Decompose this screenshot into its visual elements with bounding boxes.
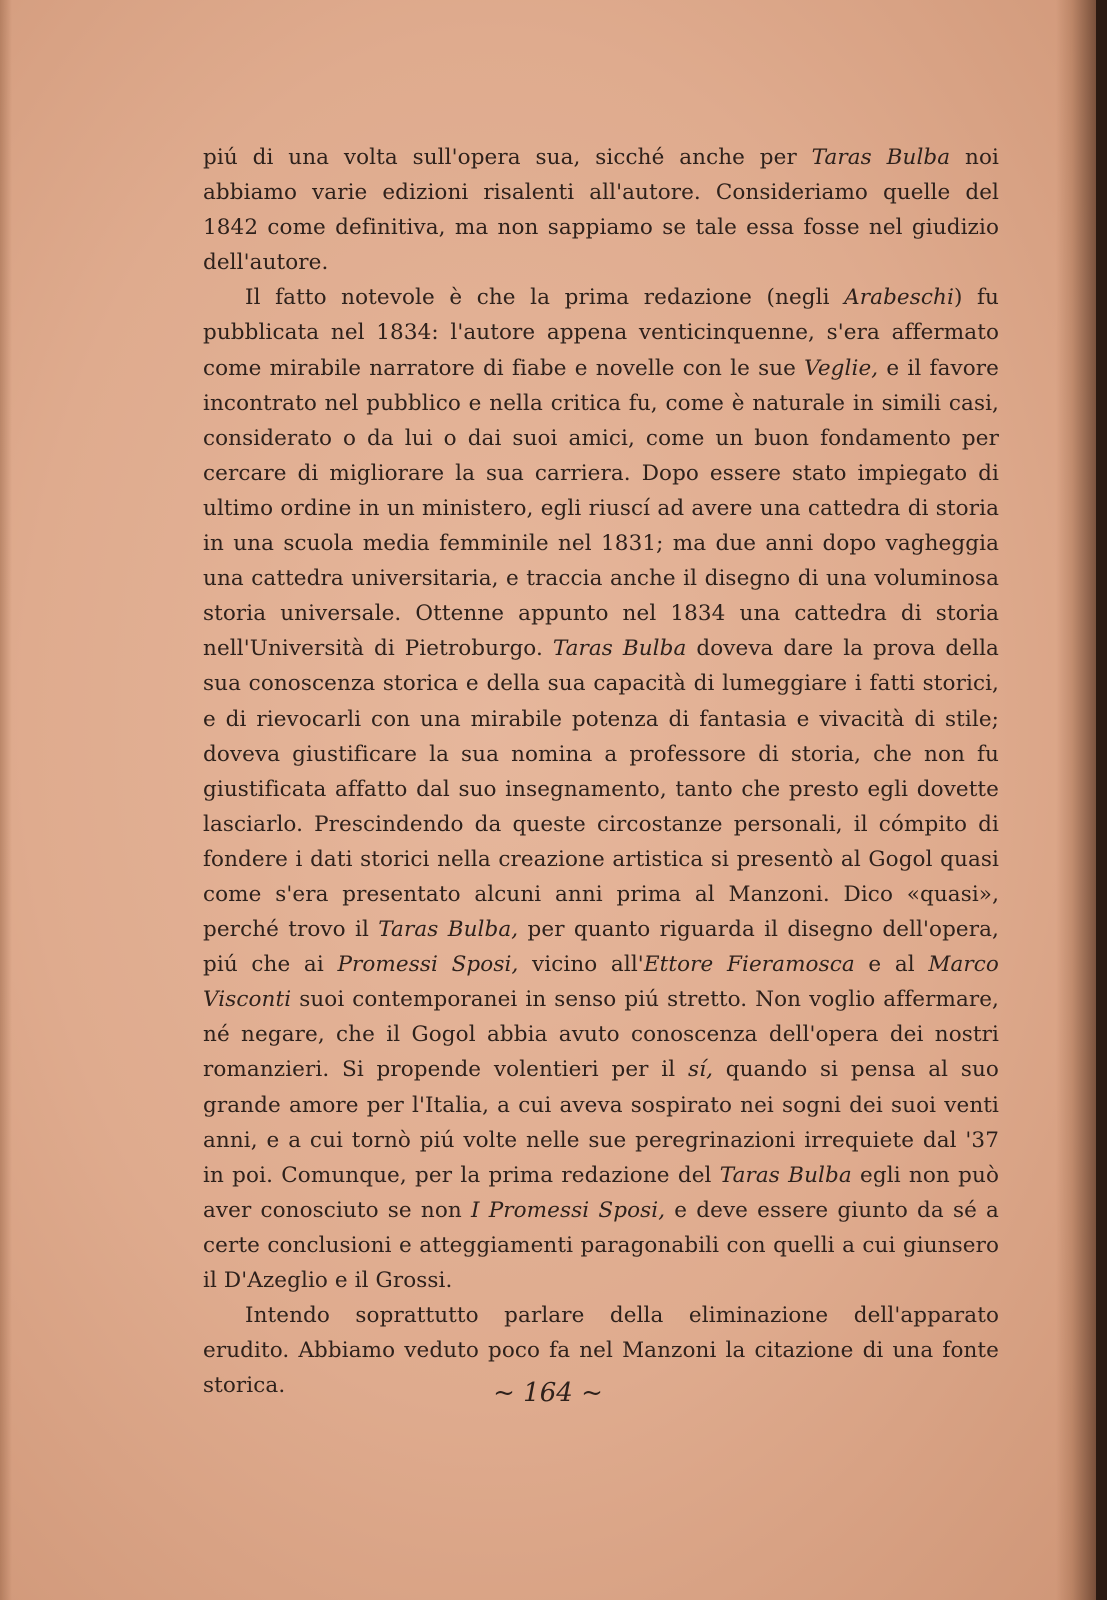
book-spine-shadow	[1056, 0, 1096, 1600]
body-text	[203, 140, 999, 1403]
paragraph-2	[203, 280, 999, 1298]
italic-title: Arabeschi	[844, 285, 954, 311]
text-run: quando si pensa al suo grande amore per l'Italia, a cui aveva sospirato nei sogni dei suoi venti anni, e a cui tornò piú volte nelle sue peregrinazioni irrequiete dal '37 in poi. Comunque, per la prima redazione del	[203, 1057, 999, 1188]
italic-title: Ettore Fieramosca	[643, 952, 855, 978]
text-run: egli non può aver conosciuto se non	[203, 1162, 999, 1223]
text-run: vicino all'	[518, 952, 644, 978]
text-run: noi abbiamo varie edizioni risalenti all'autore. Consideriamo quelle del 1842 come definitiva, ma non sappiamo se tale essa fosse nel giudizio dell'autore.	[203, 145, 999, 276]
text-run: e deve essere giunto da sé a certe conclusioni e atteggiamenti paragonabili con quelli a cui giunsero il D'Azeglio e il Grossi.	[203, 1197, 999, 1293]
page-edge-shadow	[0, 0, 12, 1600]
text-run: doveva dare la prova della sua conoscenza storica e della sua capacità di lumeggiare i fatti storici, e di rievocarli con una mirabile potenza di fantasia e vivacità di stile; doveva giustificare la sua nomina a professore di storia, che non fu giustificata affatto dal suo insegnamento, tanto che presto egli dovette lasciarlo. Prescindendo da queste circostanze personali, il cómpito di fondere i dati storici nella creazione artistica si presentò al Gogol quasi come s'era presentato alcuni anni prima al Manzoni. Dico «quasi», perché trovo il	[203, 636, 999, 943]
italic-title: Veglie,	[804, 355, 879, 381]
text-run: suoi contemporanei in senso piú stretto. Non voglio affermare, né negare, che il Gogol abbia avuto conoscenza dell'opera dei nostri romanzieri. Si propende volentieri per il	[203, 987, 999, 1083]
text-run: e il favore incontrato nel pubblico e nella critica fu, come è naturale in simili casi, considerato o da lui o dai suoi amici, come un buon fondamento per cercare di migliorare la sua carriera. Dopo essere stato impiegato di ultimo ordine in un ministero, egli riuscí ad avere una cattedra di storia in una scuola media femminile nel 1831; ma due anni dopo vagheggia una cattedra universitaria, e traccia anche il disegno di una voluminosa storia universale. Ottenne appunto nel 1834 una cattedra di storia nell'Università di Pietroburgo.	[203, 355, 1000, 662]
page-number: ~ 164 ~	[493, 1378, 603, 1408]
italic-title: Marco Visconti	[203, 952, 999, 1013]
text-run: ) fu pubblicata nel 1834: l'autore appena venticinquenne, s'era affermato come mirabile narratore di fiabe e novelle con le sue	[203, 285, 999, 381]
italic-title: Taras Bulba	[719, 1162, 852, 1188]
italic-title: Taras Bulba,	[378, 917, 519, 943]
italic-title: sí,	[687, 1057, 713, 1083]
paragraph-1	[203, 140, 999, 280]
text-run: per quanto riguarda il disegno dell'opera, piú che ai	[203, 917, 999, 978]
italic-title: Taras Bulba	[552, 636, 687, 662]
italic-title: Promessi Sposi,	[337, 952, 519, 978]
text-run: e al	[854, 952, 929, 978]
text-run: Il fatto notevole è che la prima redazione (negli	[245, 285, 845, 311]
italic-title: Taras Bulba	[811, 145, 951, 170]
italic-title: I Promessi Sposi,	[470, 1197, 666, 1223]
text-run: piú di una volta sull'opera sua, sicché anche per	[203, 145, 812, 170]
text-run: Intendo soprattutto parlare della eliminazione dell'apparato erudito. Abbiamo veduto poco fa nel Manzoni la citazione di una fonte storica.	[203, 1303, 999, 1399]
